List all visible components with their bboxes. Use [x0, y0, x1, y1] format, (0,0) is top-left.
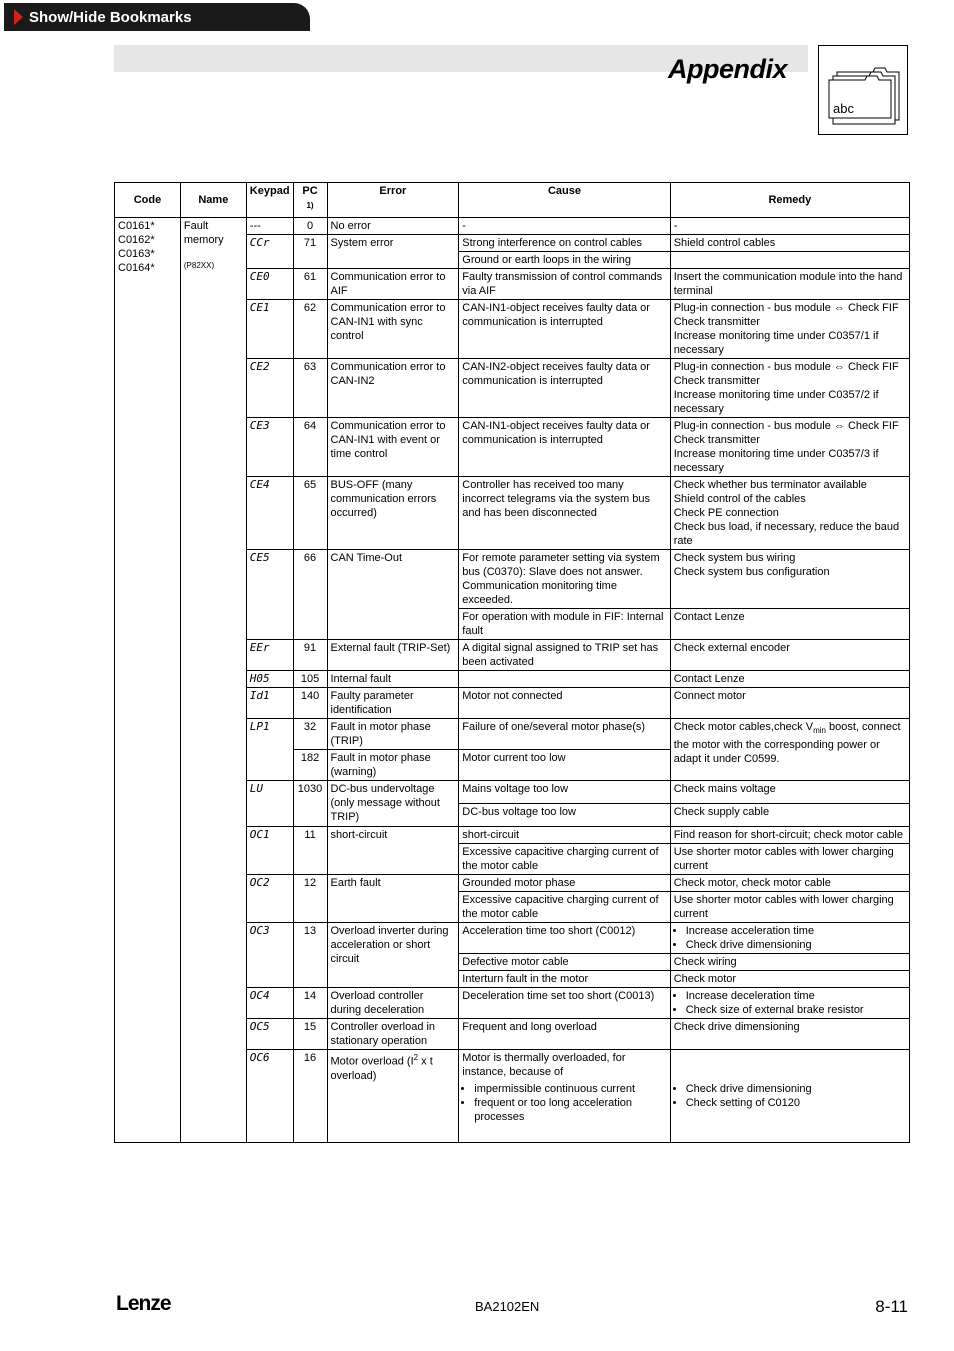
remedy-cell: -: [670, 218, 909, 235]
keypad-cell: OC2: [246, 875, 293, 923]
pc-cell: 71: [293, 235, 327, 269]
error-cell: BUS-OFF (many communication errors occurred): [327, 477, 459, 550]
remedy-line: Check bus load, if necessary, reduce the baud rate: [673, 521, 900, 547]
error-cell: System error: [327, 235, 459, 269]
cause-cell: Acceleration time too short (C0012): [459, 923, 670, 954]
header-error: Error: [327, 183, 459, 218]
list-item: • Check drive dimensioning: [686, 938, 906, 952]
header-remedy: Remedy: [670, 183, 909, 218]
remedy-line: Increase monitoring time under C0357/3 if necessary: [673, 448, 879, 474]
keypad-cell: CCr: [246, 235, 293, 269]
error-cell: Controller overload in stationary operation: [327, 1019, 459, 1050]
keypad-cell: OC6: [246, 1050, 293, 1143]
header-name: Name: [180, 183, 246, 218]
pc-label: PC: [302, 185, 318, 197]
keypad-cell: CE3: [246, 418, 293, 477]
keypad-cell: OC1: [246, 827, 293, 875]
remedy-cell: Shield control cables: [670, 235, 909, 252]
pc-cell: 62: [293, 300, 327, 359]
remedy-cell: Check supply cable: [670, 804, 909, 827]
logo-text: abc: [833, 101, 854, 116]
remedy-line: Check system bus configuration: [673, 566, 830, 578]
triangle-right-icon: [14, 9, 23, 25]
cause-cell: DC-bus voltage too low: [459, 804, 670, 827]
error-cell: Communication error to CAN-IN1 with event or time control: [327, 418, 459, 477]
pc-cell: 14: [293, 988, 327, 1019]
remedy-line: Increase monitoring time under C0357/2 if necessary: [673, 389, 879, 415]
error-cell: Fault in motor phase (warning): [327, 750, 459, 781]
remedy-cell: [670, 300, 909, 359]
cause-cell: Deceleration time set too short (C0013): [459, 988, 670, 1019]
pc-cell: 65: [293, 477, 327, 550]
remedy-cell: Use shorter motor cables with lower charging current: [670, 892, 909, 923]
keypad-cell: CE5: [246, 550, 293, 640]
list-item: • Check drive dimensioning: [686, 1082, 906, 1096]
keypad-cell: OC5: [246, 1019, 293, 1050]
pc-cell: 91: [293, 640, 327, 671]
remedy-line: Check transmitter: [673, 375, 760, 387]
remedy-list: [674, 989, 906, 1017]
remedy-cell: Check wiring: [670, 954, 909, 971]
pc-cell: 105: [293, 671, 327, 688]
keypad-cell: CE4: [246, 477, 293, 550]
remedy-list: [674, 1082, 906, 1110]
cause-cell: Controller has received too many incorrect telegrams via the system bus and has been disconnected: [459, 477, 670, 550]
cause-cell: Ground or earth loops in the wiring: [459, 252, 670, 269]
code-item: C0164*: [118, 262, 155, 274]
cause-cell: Failure of one/several motor phase(s): [459, 719, 670, 750]
keypad-cell: CE1: [246, 300, 293, 359]
keypad-cell: CE0: [246, 269, 293, 300]
keypad-cell: CE2: [246, 359, 293, 418]
remedy-list: [674, 924, 906, 952]
cause-cell: CAN-IN1-object receives faulty data or communication is interrupted: [459, 300, 670, 359]
error-cell: [327, 1050, 459, 1143]
document-id: BA2102EN: [475, 1299, 540, 1314]
pc-cell: 15: [293, 1019, 327, 1050]
remedy-line: Check transmitter: [673, 434, 760, 446]
remedy-line: Plug-in connection - bus module ⇔ Check FIF: [673, 361, 899, 373]
pc-footnote: 1): [306, 201, 314, 210]
cause-cell: [459, 671, 670, 688]
cause-cell: A digital signal assigned to TRIP set has been activated: [459, 640, 670, 671]
remedy-cell: [670, 719, 909, 781]
pc-cell: 11: [293, 827, 327, 875]
cause-cell: Motor not connected: [459, 688, 670, 719]
header-cause: Cause: [459, 183, 670, 218]
remedy-cell: [670, 923, 909, 954]
table-row: [115, 218, 910, 235]
name-text: Fault memory: [183, 220, 224, 246]
pc-cell: 16: [293, 1050, 327, 1143]
remedy-cell: [670, 477, 909, 550]
remedy-text: boost, connect the motor with the corresponding power or adapt it under C0599.: [673, 721, 901, 766]
cause-cell: Interturn fault in the motor: [459, 971, 670, 988]
header-keypad: Keypad: [246, 183, 293, 218]
remedy-subscript: min: [813, 726, 826, 736]
keypad-cell: EEr: [246, 640, 293, 671]
remedy-text: Check motor cables,check V: [673, 721, 814, 733]
error-text: Motor overload (I: [330, 1055, 414, 1068]
remedy-cell: Contact Lenze: [670, 609, 909, 640]
error-cell: Communication error to CAN-IN2: [327, 359, 459, 418]
pc-cell: 66: [293, 550, 327, 640]
header-row: [115, 183, 910, 218]
error-cell: Earth fault: [327, 875, 459, 923]
pc-cell: 0: [293, 218, 327, 235]
remedy-line: Check whether bus terminator available: [673, 479, 867, 491]
error-cell: Internal fault: [327, 671, 459, 688]
cause-cell: CAN-IN1-object receives faulty data or communication is interrupted: [459, 418, 670, 477]
list-item: • Check setting of C0120: [686, 1096, 906, 1110]
cause-text: Motor is thermally overloaded, for instance, because of: [462, 1052, 626, 1078]
pc-cell: 64: [293, 418, 327, 477]
keypad-cell: LU: [246, 781, 293, 827]
error-cell: Overload inverter during acceleration or short circuit: [327, 923, 459, 988]
pc-cell: 12: [293, 875, 327, 923]
cause-cell: Mains voltage too low: [459, 781, 670, 804]
error-cell: Communication error to CAN-IN1 with sync control: [327, 300, 459, 359]
remedy-cell: Insert the communication module into the hand terminal: [670, 269, 909, 300]
pc-cell: 63: [293, 359, 327, 418]
code-item: C0161*: [118, 220, 155, 232]
cause-cell: For operation with module in FIF: Internal fault: [459, 609, 670, 640]
remedy-line: Plug-in connection - bus module ⇔ Check FIF: [673, 302, 899, 314]
remedy-cell: [670, 988, 909, 1019]
cause-cell: [459, 1050, 670, 1143]
show-hide-bookmarks-button[interactable]: [4, 3, 310, 31]
name-cell: [180, 218, 246, 1143]
error-cell: Overload controller during deceleration: [327, 988, 459, 1019]
list-item: • Increase deceleration time: [686, 989, 906, 1003]
remedy-cell: Use shorter motor cables with lower charging current: [670, 844, 909, 875]
cause-cell: Defective motor cable: [459, 954, 670, 971]
code-item: C0162*: [118, 234, 155, 246]
remedy-line: Plug-in connection - bus module ⇔ Check FIF: [673, 420, 899, 432]
list-item: • impermissible continuous current: [474, 1082, 666, 1096]
remedy-cell: Check mains voltage: [670, 781, 909, 804]
list-item: • Check size of external brake resistor: [686, 1003, 906, 1017]
error-text: x t overload): [330, 1055, 433, 1082]
cause-list: [462, 1082, 666, 1124]
cause-cell: Excessive capacitive charging current of the motor cable: [459, 844, 670, 875]
cause-cell: -: [459, 218, 670, 235]
keypad-cell: OC4: [246, 988, 293, 1019]
cause-cell: Motor current too low: [459, 750, 670, 781]
remedy-cell: [670, 550, 909, 609]
cause-cell: short-circuit: [459, 827, 670, 844]
remedy-cell: [670, 359, 909, 418]
pc-cell: 13: [293, 923, 327, 988]
list-item: • frequent or too long acceleration processes: [474, 1096, 666, 1124]
cause-cell: Grounded motor phase: [459, 875, 670, 892]
remedy-cell: Check drive dimensioning: [670, 1019, 909, 1050]
keypad-cell: OC3: [246, 923, 293, 988]
cause-cell: Faulty transmission of control commands via AIF: [459, 269, 670, 300]
remedy-line: Check system bus wiring: [673, 552, 796, 564]
error-cell: DC-bus undervoltage (only message without TRIP): [327, 781, 459, 827]
remedy-cell: Check external encoder: [670, 640, 909, 671]
remedy-line: Increase monitoring time under C0357/1 if necessary: [673, 330, 879, 356]
page-number: 8-11: [875, 1297, 908, 1316]
remedy-cell: Find reason for short-circuit; check motor cable: [670, 827, 909, 844]
keypad-cell: Id1: [246, 688, 293, 719]
header-pc: [293, 183, 327, 218]
folder-icon: [819, 46, 907, 134]
code-item: C0163*: [118, 248, 155, 260]
cause-cell: Frequent and long overload: [459, 1019, 670, 1050]
remedy-cell: [670, 1050, 909, 1143]
error-cell: CAN Time-Out: [327, 550, 459, 640]
pc-cell: 32: [293, 719, 327, 750]
cause-cell: For remote parameter setting via system bus (C0370): Slave does not answer. Communication monitoring time exceeded.: [459, 550, 670, 609]
error-cell: short-circuit: [327, 827, 459, 875]
remedy-cell: Contact Lenze: [670, 671, 909, 688]
page-title: Appendix: [667, 54, 787, 84]
keypad-cell: LP1: [246, 719, 293, 781]
error-superscript: 2: [413, 1053, 419, 1062]
header-code: Code: [115, 183, 181, 218]
remedy-cell: [670, 418, 909, 477]
cause-cell: CAN-IN2-object receives faulty data or communication is interrupted: [459, 359, 670, 418]
remedy-cell: [670, 252, 909, 269]
keypad-cell: H05: [246, 671, 293, 688]
folder-logo: [818, 45, 908, 135]
name-note: (P82XX): [183, 261, 215, 270]
lenze-logo: Lenze: [116, 1292, 171, 1315]
error-cell: Fault in motor phase (TRIP): [327, 719, 459, 750]
remedy-cell: Check motor: [670, 971, 909, 988]
pc-cell: 61: [293, 269, 327, 300]
remedy-cell: Check motor, check motor cable: [670, 875, 909, 892]
cause-cell: Strong interference on control cables: [459, 235, 670, 252]
keypad-cell: ---: [246, 218, 293, 235]
fault-table: [114, 182, 910, 1143]
remedy-line: Check transmitter: [673, 316, 760, 328]
remedy-line: Check PE connection: [673, 507, 779, 519]
cause-cell: Excessive capacitive charging current of the motor cable: [459, 892, 670, 923]
pc-cell: 1030: [293, 781, 327, 827]
pc-cell: 182: [293, 750, 327, 781]
bookmarks-label: Show/Hide Bookmarks: [29, 8, 192, 26]
list-item: • Increase acceleration time: [686, 924, 906, 938]
pc-cell: 140: [293, 688, 327, 719]
error-cell: External fault (TRIP-Set): [327, 640, 459, 671]
code-cell: [115, 218, 181, 1143]
error-cell: No error: [327, 218, 459, 235]
remedy-line: Shield control of the cables: [673, 493, 806, 505]
remedy-cell: Connect motor: [670, 688, 909, 719]
error-cell: Faulty parameter identification: [327, 688, 459, 719]
error-cell: Communication error to AIF: [327, 269, 459, 300]
